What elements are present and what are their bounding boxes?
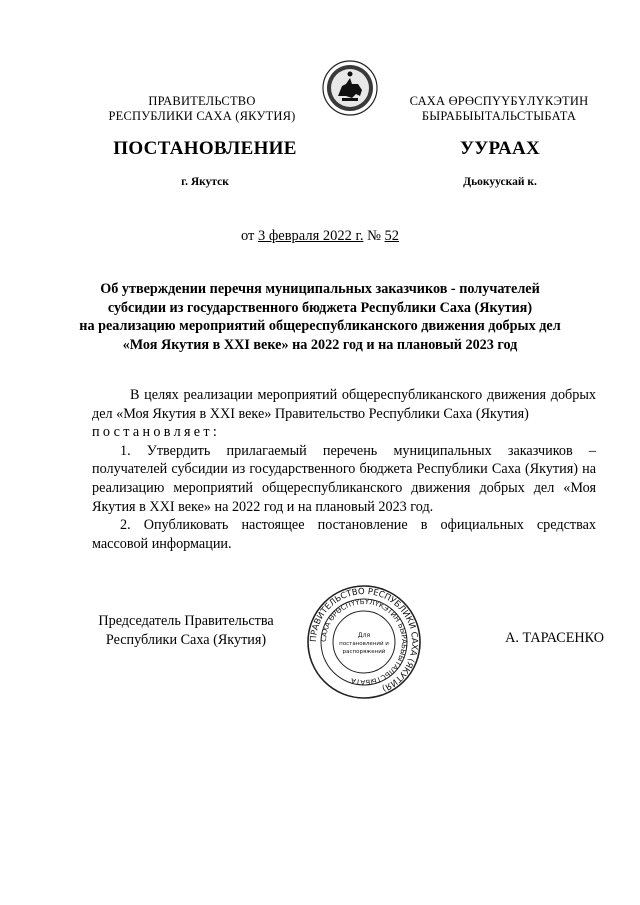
doc-body	[92, 386, 596, 553]
doc-subject	[70, 280, 570, 354]
doc-type-ru: ПОСТАНОВЛЕНИЕ	[113, 138, 297, 159]
doc-date: 3 февраля 2022 г.	[257, 228, 364, 244]
decree-word: постановляет:	[92, 424, 221, 441]
position-line2: Республики Саха (Якутия)	[105, 631, 267, 648]
subject-line4: «Моя Якутия в XXI веке» на 2022 год и на плановый 2023 год	[122, 336, 518, 353]
date-number-line	[0, 228, 640, 245]
signatory-position	[86, 612, 286, 649]
issuer-sah	[394, 94, 604, 124]
item-2: 2. Опубликовать настоящее постановление в официальных средствах массовой информации.	[92, 517, 596, 552]
stamp-center-line3: распоряжений	[342, 649, 386, 655]
coat-of-arms-icon	[322, 60, 378, 116]
signatory-name: А. ТАРАСЕНКО	[505, 630, 604, 646]
city-sah: Дьокуускай к.	[463, 176, 537, 188]
stamp-center-line1: Для	[357, 632, 371, 639]
doc-type-sah: УУРААХ	[459, 138, 541, 159]
subject-line1: Об утверждении перечня муниципальных заказчиков - получателей	[100, 281, 540, 297]
issuer-sah-line1: САХА ӨРӨСПҮҮБҮЛҮКЭТИН	[409, 94, 589, 108]
issuer-ru	[92, 94, 312, 124]
subject-line2: субсидии из государственного бюджета Республики Саха (Якутия)	[107, 299, 533, 316]
date-prefix: от	[240, 228, 258, 244]
stamp-center-line2: постановлений и	[339, 641, 389, 647]
doc-number: 52	[384, 228, 400, 244]
item-1: 1. Утвердить прилагаемый перечень муниципальных заказчиков – получателей субсидии из государственного бюджета Республики Саха (Якутия) на реализацию мероприятий общереспубликанского движения добрых дел «Моя Якутия в XXI веке» на 2022 год и на плановый 2023 год.	[92, 442, 596, 515]
preamble: В целях реализации мероприятий общереспубликанского движения добрых дел «Моя Якутия в XXI веке» Правительство Республики Саха (Якутия)	[92, 387, 596, 422]
subject-line3: на реализацию мероприятий общереспубликанского движения добрых дел	[79, 318, 561, 334]
stamp-inner-text: САХА ӨРӨСПҮҮБҮЛҮКЭТИН БЫРАБЫЫТАЛЬСТЫБАТА	[319, 597, 409, 687]
city-ru: г. Якутск	[181, 176, 229, 188]
position-line1: Председатель Правительства	[98, 613, 274, 629]
number-label: №	[363, 228, 385, 244]
stamp-outer-text: ПРАВИТЕЛЬСТВО РЕСПУБЛИКИ САХА (ЯКУТИЯ)	[308, 586, 420, 694]
issuer-ru-line1: ПРАВИТЕЛЬСТВО	[148, 94, 256, 108]
issuer-ru-line2: РЕСПУБЛИКИ САХА (ЯКУТИЯ)	[108, 109, 296, 123]
issuer-sah-line2: БЫРАБЫЫТАЛЬСТЫБАТА	[421, 109, 577, 123]
official-seal-icon	[306, 584, 422, 700]
